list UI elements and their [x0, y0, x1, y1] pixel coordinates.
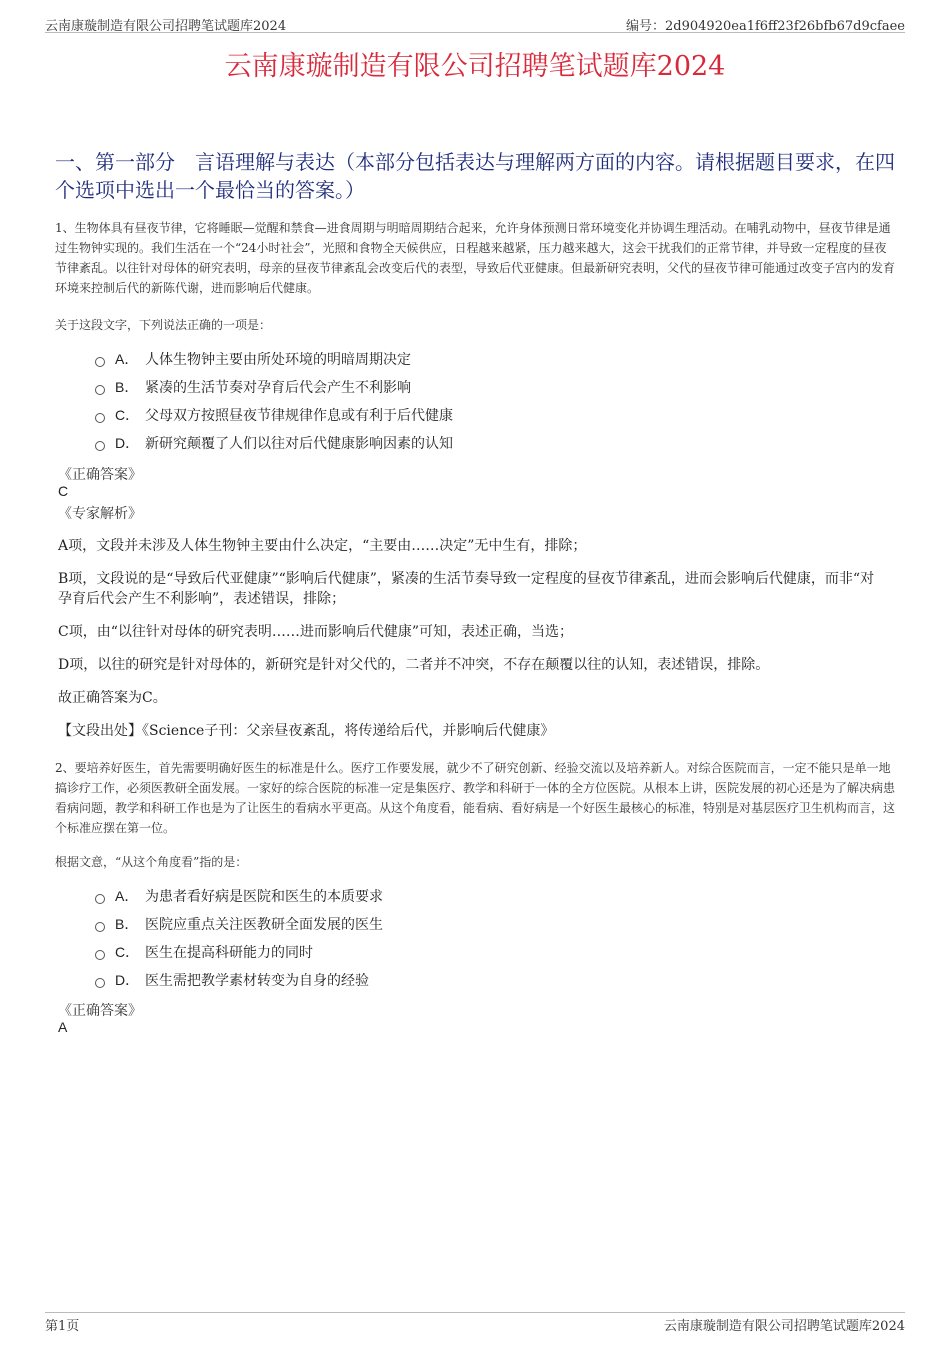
radio-icon[interactable]: [95, 922, 105, 932]
section-title: 一、第一部分 言语理解与表达（本部分包括表达与理解两方面的内容。请根据题目要求，在四个选项中选出一个最恰当的答案。）: [55, 150, 895, 202]
q2-option-a[interactable]: [95, 882, 855, 910]
option-text: 人体生物钟主要由所处环境的明暗周期决定: [145, 352, 411, 368]
option-letter: B．: [115, 379, 139, 395]
option-letter: B．: [115, 916, 139, 932]
option-text: 医生在提高科研能力的同时: [145, 945, 313, 961]
question-1-text: 1、生物体具有昼夜节律，它将睡眠—觉醒和禁食—进食周期与明暗周期结合起来，允许身体预测日常环境变化并协调生理活动。在哺乳动物中，昼夜节律是通过生物钟实现的。我们生活在一个“24小时社会”，光照和食物全天候供应，日程越来越紧，压力越来越大，这会干扰我们的正常节律，并导致一定程度的昼夜节律紊乱。以往针对母体的研究表明，母亲的昼夜节律紊乱会改变后代的表型，导致后代亚健康。但最新研究表明，父代的昼夜节律可能通过改变子宫内的发育环境来控制后代的新陈代谢，进而影响后代健康。: [55, 221, 896, 295]
option-text: 为患者看好病是医院和医生的本质要求: [145, 889, 383, 905]
q1-analysis-c: C项，由“以往针对母体的研究表明……进而影响后代健康”可知，表述正确，当选；: [58, 624, 574, 640]
question-2-options: [95, 882, 855, 994]
document-title: 云南康璇制造有限公司招聘笔试题库2024: [224, 51, 726, 82]
q1-option-b[interactable]: [95, 373, 855, 401]
q1-analysis-b: B项，文段说的是“导致后代亚健康”“影响后代健康”，紧凑的生活节奏导致一定程度的昼夜节律紊乱，进而会影响后代健康，而非“对孕育后代会产生不利影响”，表述错误，排除；: [58, 571, 875, 607]
radio-icon[interactable]: [95, 894, 105, 904]
option-letter: D．: [115, 435, 140, 451]
q1-option-d[interactable]: [95, 429, 855, 457]
q1-option-a[interactable]: [95, 345, 855, 373]
q2-option-b[interactable]: [95, 910, 855, 938]
option-letter: A．: [115, 351, 139, 367]
header-doc-id: 编号：2d904920ea1f6ff23f26bfb67d9cfaee: [626, 19, 905, 34]
option-letter: C．: [115, 407, 140, 423]
question-1-prompt: 关于这段文字，下列说法正确的一项是：: [55, 318, 272, 332]
q1-analysis-conclusion: 故正确答案为C。: [58, 690, 167, 706]
option-text: 医院应重点关注医教研全面发展的医生: [145, 917, 383, 933]
option-text: 医生需把教学素材转变为自身的经验: [145, 973, 369, 989]
q1-analysis-d: D项，以往的研究是针对母体的，新研究是针对父代的，二者并不冲突，不存在颠覆以往的认知，表述错误，排除。: [58, 657, 770, 673]
radio-icon[interactable]: [95, 357, 105, 367]
question-2-text: 2、要培养好医生，首先需要明确好医生的标准是什么。医疗工作要发展，就少不了研究创新、经验交流以及培养新人。对综合医院而言，一定不能只是单一地搞诊疗工作，必须医教研全面发展。一家好的综合医院的标准一定是集医疗、教学和科研于一体的全方位医院。从根本上讲，医院发展的初心还是为了解决病患看病问题，教学和科研工作也是为了让医生的看病水平更高。从这个角度看，能看病、看好病是一个好医生最核心的标准，特别是对基层医疗卫生机构而言，这个标准应摆在第一位。: [55, 761, 896, 835]
q2-option-d[interactable]: [95, 966, 855, 994]
q1-analysis-label: 《专家解析》: [58, 506, 142, 522]
question-2-prompt: 根据文意，“从这个角度看”指的是：: [55, 855, 248, 869]
option-text: 父母双方按照昼夜节律规律作息或有利于后代健康: [145, 408, 453, 424]
option-text: 新研究颠覆了人们以往对后代健康影响因素的认知: [145, 436, 453, 452]
radio-icon[interactable]: [95, 441, 105, 451]
q1-analysis-a: A项，文段并未涉及人体生物钟主要由什么决定，“主要由……决定”无中生有，排除；: [58, 538, 587, 554]
page-number: 第1页: [45, 1319, 80, 1334]
option-letter: D．: [115, 972, 140, 988]
page-header: [45, 0, 905, 33]
page-footer: [45, 1312, 905, 1343]
q1-answer-label: 《正确答案》: [58, 467, 142, 483]
option-letter: A．: [115, 888, 139, 904]
footer-doc-name: 云南康璇制造有限公司招聘笔试题库2024: [663, 1319, 905, 1334]
q2-option-c[interactable]: [95, 938, 855, 966]
q2-answer: A: [58, 1019, 68, 1035]
option-text: 紧凑的生活节奏对孕育后代会产生不利影响: [145, 380, 411, 396]
q1-answer: C: [58, 483, 69, 499]
radio-icon[interactable]: [95, 385, 105, 395]
q1-source: 【文段出处】《Science子刊：父亲昼夜紊乱，将传递给后代，并影响后代健康》: [58, 723, 555, 739]
radio-icon[interactable]: [95, 950, 105, 960]
header-doc-name: 云南康璇制造有限公司招聘笔试题库2024: [45, 19, 287, 34]
radio-icon[interactable]: [95, 978, 105, 988]
radio-icon[interactable]: [95, 413, 105, 423]
option-letter: C．: [115, 944, 140, 960]
q1-option-c[interactable]: [95, 401, 855, 429]
q2-answer-label: 《正确答案》: [58, 1003, 142, 1019]
question-1-options: [95, 345, 855, 457]
